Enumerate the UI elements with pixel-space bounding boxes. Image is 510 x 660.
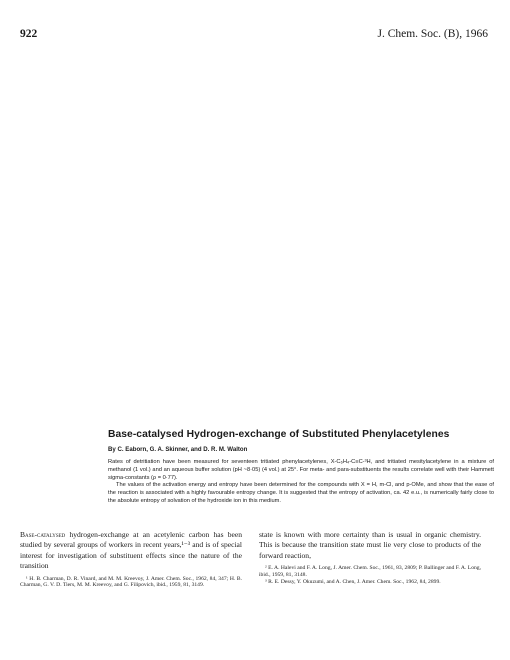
abstract <box>108 459 494 506</box>
footnotes-right <box>259 565 481 585</box>
body-paragraph: state is known with more certainty than is usual in organic chemistry. This is because the transition state must lie very close to products of the forward reaction, <box>259 530 481 560</box>
body-paragraph <box>20 530 242 572</box>
abstract-paragraph: Rates of detritiation have been measured for seventeen tritiated phenylacetylenes, X-C₆H₄-C≡C-³H, and tritiated mesitylacetylene in a mixture of methanol (1 vol.) and an aqueous buffer solution (pH ~8·05) (4 vol.) at 25°. For meta- and para-substituents the results correlate well with their Hammett sigma-constants (ρ = 0·77). <box>108 459 494 481</box>
body-text: hydrogen-exchange at an acetylenic carbon has been studied by several groups of workers in recent years,¹⁻³ and is of special interest for investigation of substituent effects since the nature of the transition <box>20 530 242 571</box>
footnote: ³ R. E. Dessy, Y. Okuzumi, and A. Chen, J. Amer. Chem. Soc., 1962, 84, 2899. <box>265 578 441 585</box>
footnote: ² E. A. Halevi and F. A. Long, J. Amer. Chem. Soc., 1961, 83, 2809; P. Ballinger and F. A. Long, ibid., 1959, 81, 3148. <box>259 565 481 578</box>
abstract-paragraph: The values of the activation energy and entropy have been determined for the compounds with X = H, m-Cl, and p-OMe, and show that the ease of the reaction is associated with a highly favourable entropy change. It is suggested that the entropy of activation, ca. 42 e.u., is numerically fairly close to the absolute entropy of solvation of the hydroxide ion in this medium. <box>108 482 494 504</box>
footnote: ¹ H. B. Charman, D. R. Vinard, and M. M. Kreevoy, J. Amer. Chem. Soc., 1962, 84, 347; H. B. Charman, G. V. D. Tiers, M. M. Kreevoy, and G. Filipovich, ibid., 1959, 81, 3149. <box>20 575 242 589</box>
journal-reference: J. Chem. Soc. (B), 1966 <box>377 28 488 40</box>
body-column-right <box>259 530 481 585</box>
opening-smallcaps: Base-catalysed <box>20 530 66 539</box>
page-number: 922 <box>20 28 38 40</box>
article-authors: By C. Eaborn, G. A. Skinner, and D. R. M. Walton <box>108 446 248 453</box>
body-column-left <box>20 530 242 589</box>
footnotes-left <box>20 576 242 589</box>
article-title: Base-catalysed Hydrogen-exchange of Substituted Phenylacetylenes <box>108 429 450 440</box>
